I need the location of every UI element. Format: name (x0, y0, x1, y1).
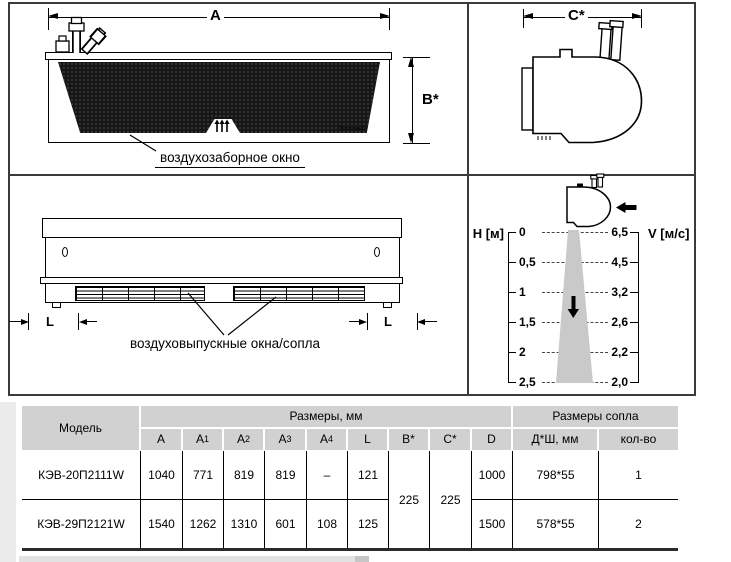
dim-tick (403, 143, 430, 144)
table-cell: 2 (635, 517, 642, 531)
table-cell-merged-c: 225 (440, 492, 461, 507)
level-dash (542, 382, 608, 383)
dim-tick (641, 9, 642, 28)
table-cell: 121 (357, 468, 379, 482)
v-tick-label: 2,6 (611, 315, 628, 329)
table-header-col: A 3 (265, 429, 305, 450)
dim-tick (403, 57, 430, 58)
frame-horizontal-divider (8, 174, 694, 176)
h-axis-line (508, 232, 509, 383)
table-header-col: кол-во (599, 429, 678, 450)
frame-vertical-divider (467, 2, 469, 394)
v-axis-caption: V [м/с] (648, 226, 690, 241)
outlet-grille-right (233, 286, 365, 301)
table-header-col: A 1 (183, 429, 222, 450)
v-tick-label: 3,2 (611, 285, 628, 299)
dim-tick (48, 8, 49, 30)
dim-line-l (424, 321, 437, 322)
v-tick-label: 4,5 (611, 255, 628, 269)
level-dash (542, 232, 608, 233)
h-tick-label: 1,5 (519, 315, 536, 329)
table-header-model: Модель (22, 406, 139, 450)
brand-logo: Тепломаш (338, 126, 365, 132)
dim-line-b (412, 57, 413, 143)
table-header-col: C* (430, 429, 470, 450)
table-cell: 1000 (478, 468, 506, 482)
mounting-hole (374, 247, 380, 257)
dim-label-l-right: L (384, 314, 392, 329)
dim-arrow-right-icon (21, 319, 29, 325)
v-tick-label: 2,2 (611, 345, 628, 359)
table-header-col: D (472, 429, 511, 450)
dim-label-l-left: L (46, 314, 54, 329)
table-header-nozzle-group: Размеры сопла (513, 406, 678, 427)
table-cell: 1540 (148, 517, 175, 531)
intake-window-label: воздухозаборное окно (155, 150, 305, 168)
table-header-col: A 4 (307, 429, 346, 450)
table-cell: 1 (635, 468, 642, 482)
dim-label-c: C* (565, 8, 588, 24)
table-cell: – (323, 468, 331, 482)
mounting-hole (62, 247, 68, 257)
table-cell: 819 (233, 468, 255, 482)
table-header-dims-group: Размеры, мм (141, 406, 511, 427)
dim-tick (523, 9, 524, 28)
table-cell: 1500 (478, 517, 506, 531)
table-cell: 1262 (189, 517, 217, 531)
v-tick-label: 2,0 (611, 375, 628, 389)
model-cell: КЭВ-20П2111W (38, 468, 124, 482)
dim-arrow-left-icon (523, 13, 533, 19)
page-margin-strip (0, 402, 16, 562)
bottom-top-cap (42, 218, 402, 238)
table-cell: 578*55 (536, 517, 575, 531)
table-cell: 601 (275, 517, 296, 531)
table-header-col: A (141, 429, 181, 450)
foot-bracket (383, 302, 392, 308)
model-cell: КЭВ-29П2121W (37, 517, 125, 531)
level-dash (542, 262, 608, 263)
table-header-col: L (348, 429, 387, 450)
level-dash (542, 292, 608, 293)
v-tick-label: 6,5 (611, 225, 628, 239)
bottom-body (45, 237, 400, 278)
outlet-windows-label: воздуховыпускные окна/сопла (129, 336, 321, 351)
table-header-col: B* (389, 429, 428, 450)
dim-arrow-up-icon (408, 57, 414, 67)
table-cell: 125 (357, 517, 379, 531)
table-cell: 771 (192, 468, 214, 482)
scrollbar-thumb-end[interactable] (355, 556, 369, 562)
dim-line-l (86, 321, 97, 322)
dim-label-a: A (207, 8, 224, 24)
table-cell: 1040 (148, 468, 175, 482)
h-tick-label: 2,5 (519, 375, 536, 389)
table-cell: 819 (275, 468, 296, 482)
horizontal-scrollbar[interactable] (19, 556, 369, 562)
h-tick-label: 0,5 (519, 255, 536, 269)
table-header-col: Д*Ш, мм (513, 429, 597, 450)
table-header-col: A 2 (224, 429, 263, 450)
h-tick-label: 0 (519, 225, 526, 239)
dim-arrow-left-icon (48, 13, 58, 19)
table-cell: 108 (316, 517, 338, 531)
h-tick-label: 2 (519, 345, 526, 359)
outlet-grille-left (75, 286, 205, 301)
dim-label-b: B* (419, 92, 442, 108)
level-dash (542, 322, 608, 323)
level-dash (542, 352, 608, 353)
table-cell: 798*55 (536, 468, 575, 482)
dim-tick (367, 313, 368, 330)
foot-bracket (52, 302, 61, 308)
table-cell: 1310 (230, 517, 258, 531)
h-tick-label: 1 (519, 285, 526, 299)
v-axis-line (638, 232, 639, 383)
dim-arrow-right-icon (359, 319, 367, 325)
h-axis-caption: H [м] (472, 226, 504, 241)
dim-arrow-down-icon (408, 133, 414, 143)
table-cell-merged-b: 225 (398, 492, 420, 507)
dim-tick (389, 8, 390, 30)
